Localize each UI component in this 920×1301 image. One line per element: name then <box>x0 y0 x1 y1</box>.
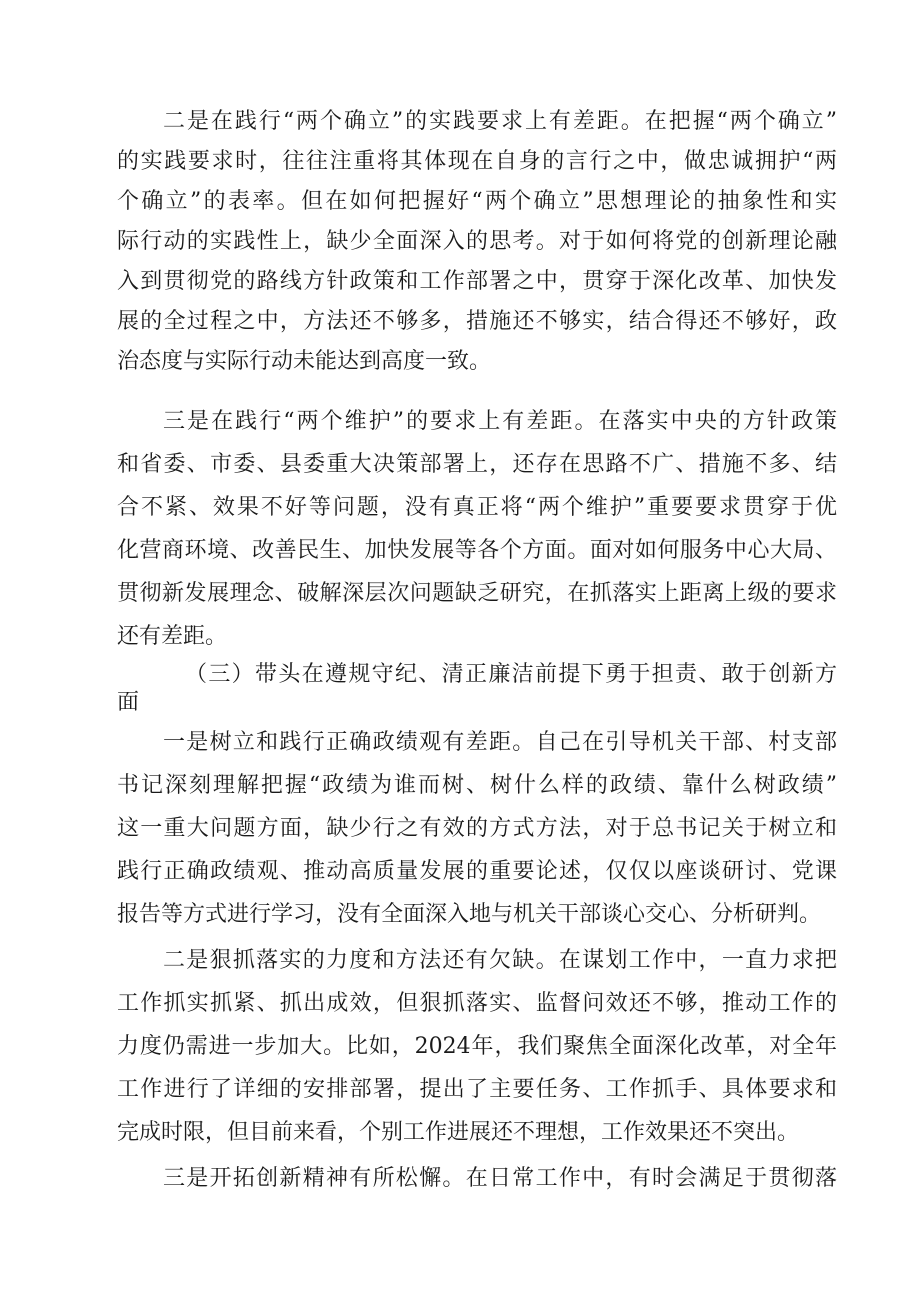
paragraph-1-line-7: 治态度与实际行动未能达到高度一致。 <box>117 349 492 374</box>
paragraph-2-line-2: 和省委、市委、县委重大决策部署上，还存在思路不广、措施不多、结 <box>117 452 837 477</box>
paragraph-4-line-2: 工作抓实抓紧、抓出成效，但狠抓落实、监督问效还不够，推动工作的 <box>117 991 837 1016</box>
paragraph-1-line-1: 二是在践行“两个确立”的实践要求上有差距。在把握“两个确立” <box>163 109 837 134</box>
paragraph-2-line-1: 三是在践行“两个维护”的要求上有差距。在落实中央的方针政策 <box>163 409 837 434</box>
paragraph-1-line-3: 个确立”的表率。但在如何把握好“两个确立”思想理论的抽象性和实 <box>117 189 837 214</box>
paragraph-1-line-5: 入到贯彻党的路线方针政策和工作部署之中，贯穿于深化改革、加快发 <box>117 269 837 294</box>
paragraph-1-line-2: 的实践要求时，往往注重将其体现在自身的言行之中，做忠诚拥护“两 <box>117 149 837 174</box>
paragraph-2-line-6: 还有差距。 <box>117 624 228 649</box>
paragraph-3-line-5: 报告等方式进行学习，没有全面深入地与机关干部谈心交心、分析研判。 <box>117 902 822 927</box>
paragraph-4-line-1: 二是狠抓落实的力度和方法还有欠缺。在谋划工作中，一直力求把 <box>163 948 837 973</box>
section-heading-line-1: （三）带头在遵规守纪、清正廉洁前提下勇于担责、敢于创新方 <box>185 662 837 687</box>
paragraph-2-line-4: 化营商环境、改善民生、加快发展等各个方面。面对如何服务中心大局、 <box>117 538 837 563</box>
paragraph-3-line-4: 践行正确政绩观、推动高质量发展的重要论述，仅仅以座谈研讨、党课 <box>117 859 837 884</box>
paragraph-4-line-4: 工作进行了详细的安排部署，提出了主要任务、工作抓手、具体要求和 <box>117 1077 837 1102</box>
paragraph-3-line-1: 一是树立和践行正确政绩观有差距。自己在引导机关干部、村支部 <box>163 730 837 755</box>
paragraph-5-line-1: 三是开拓创新精神有所松懈。在日常工作中，有时会满足于贯彻落 <box>163 1166 837 1191</box>
paragraph-3-line-3: 这一重大问题方面，缺少行之有效的方式方法，对于总书记关于树立和 <box>117 816 837 841</box>
section-heading-line-2: 面 <box>117 690 140 715</box>
paragraph-1-line-6: 展的全过程之中，方法还不够多，措施还不够实，结合得还不够好，政 <box>117 309 837 334</box>
paragraph-3-line-2: 书记深刻理解把握“政绩为谁而树、树什么样的政绩、靠什么树政绩” <box>117 773 837 798</box>
paragraph-2-line-3: 合不紧、效果不好等问题，没有真正将“两个维护”重要要求贯穿于优 <box>117 495 837 520</box>
paragraph-2-line-5: 贯彻新发展理念、破解深层次问题缺乏研究，在抓落实上距离上级的要求 <box>117 581 837 606</box>
paragraph-4-line-3: 力度仍需进一步加大。比如，2024年，我们聚焦全面深化改革，对全年 <box>117 1034 837 1059</box>
paragraph-1-line-4: 际行动的实践性上，缺少全面深入的思考。对于如何将党的创新理论融 <box>117 229 837 254</box>
paragraph-4-line-5: 完成时限，但目前来看，个别工作进展还不理想，工作效果还不突出。 <box>117 1120 800 1145</box>
